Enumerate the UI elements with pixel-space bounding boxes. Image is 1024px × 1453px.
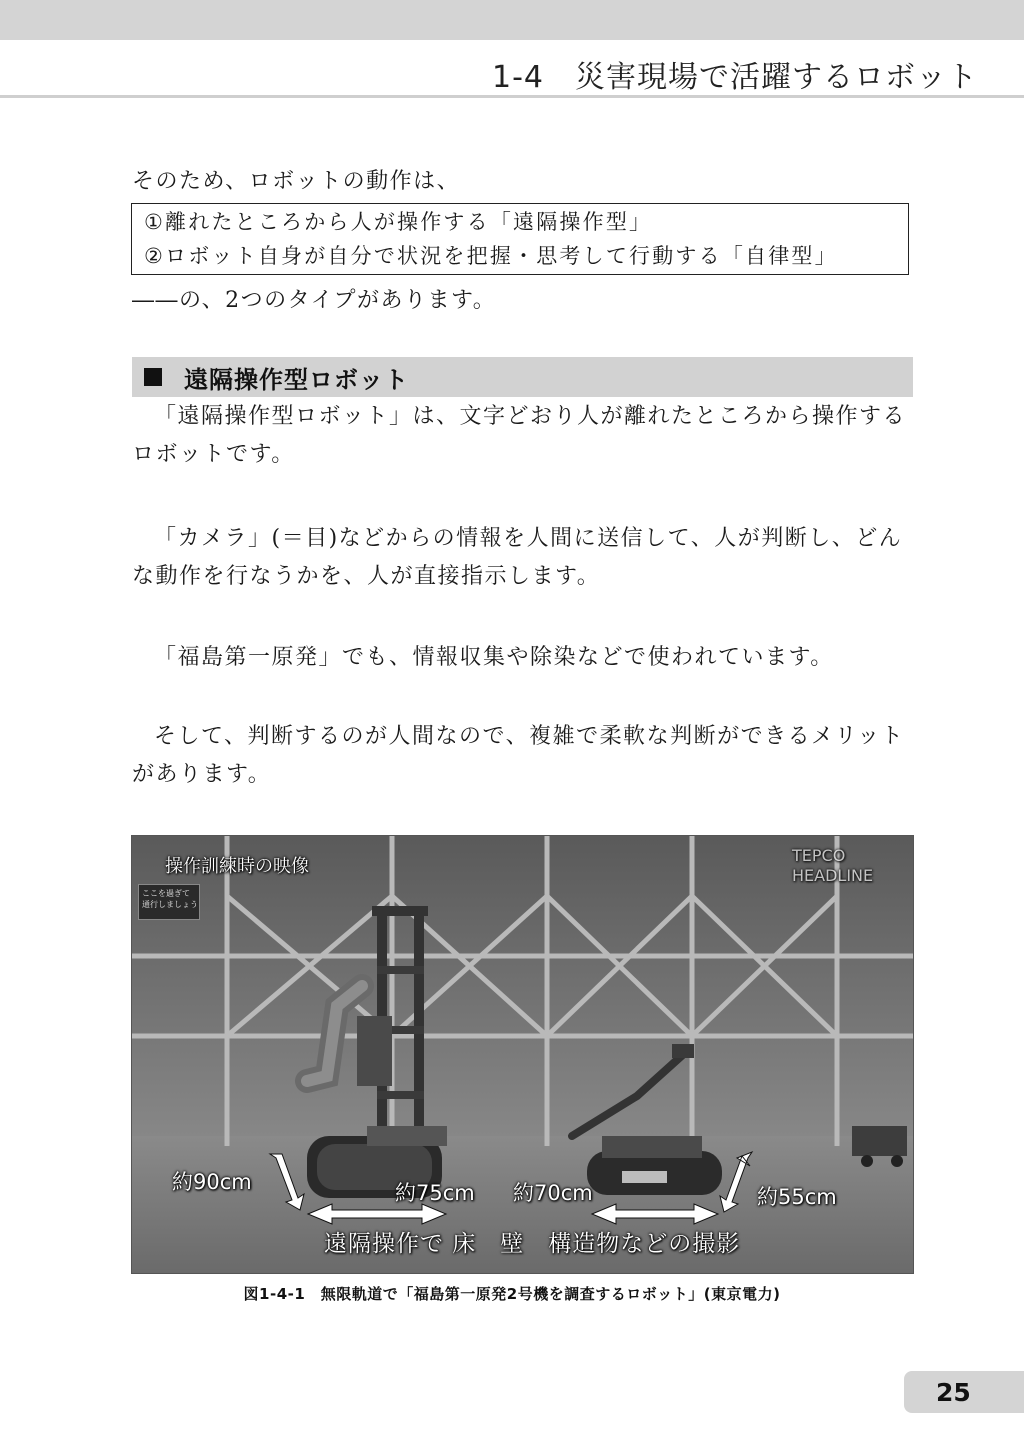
paragraph-3: 「福島第一原発」でも、情報収集や除染などで使われています。 [154,645,834,670]
photo-overlay-caption: 遠隔操作で 床 壁 構造物などの撮影 [324,1231,741,1257]
robot-type-autonomous: ②ロボット自身が自分で状況を把握・思考して行動する「自律型」 [144,244,838,268]
measure-label-90: 約90cm [172,1170,252,1194]
paragraph-2: 「カメラ」(＝目)などからの情報を人間に送信して、人が判断し、どんな動作を行なうかを、人が直接指示します。 [132,526,903,589]
after-box-text: ――の、2つのタイプがあります。 [132,288,497,313]
figure-caption: 図1-4-1 無限軌道で「福島第一原発2号機を調査するロボット」(東京電力) [243,1285,781,1303]
robot-type-remote: ①離れたところから人が操作する「遠隔操作型」 [144,210,653,234]
section-title: 遠隔操作型ロボット [184,365,409,394]
tepco-headline-watermark: TEPCO HEADLINE [792,846,874,885]
paragraph-1: 「遠隔操作型ロボット」は、文字どおり人が離れたところから操作するロボットです。 [132,404,907,467]
header-rule [0,95,1024,98]
square-bullet-icon [144,368,162,386]
section-heading [132,357,913,397]
robot-types-box [131,203,909,275]
top-band [0,0,1024,40]
robot-photo [131,835,914,1274]
measure-label-70: 約70cm [513,1181,593,1205]
page-number: 25 [904,1371,1024,1413]
chapter-header-title: 1-4 災害現場で活躍するロボット [492,60,978,95]
wall-sign: ここを過ぎて 通行しましょう [138,884,200,920]
intro-text: そのため、ロボットの動作は、 [132,169,461,194]
measure-label-55: 約55cm [757,1185,837,1209]
paragraph-4: そして、判断するのが人間なので、複雑で柔軟な判断ができるメリットがあります。 [132,724,905,787]
photo-overlay-title: 操作訓練時の映像 [165,856,309,877]
measure-label-75: 約75cm [395,1181,475,1205]
